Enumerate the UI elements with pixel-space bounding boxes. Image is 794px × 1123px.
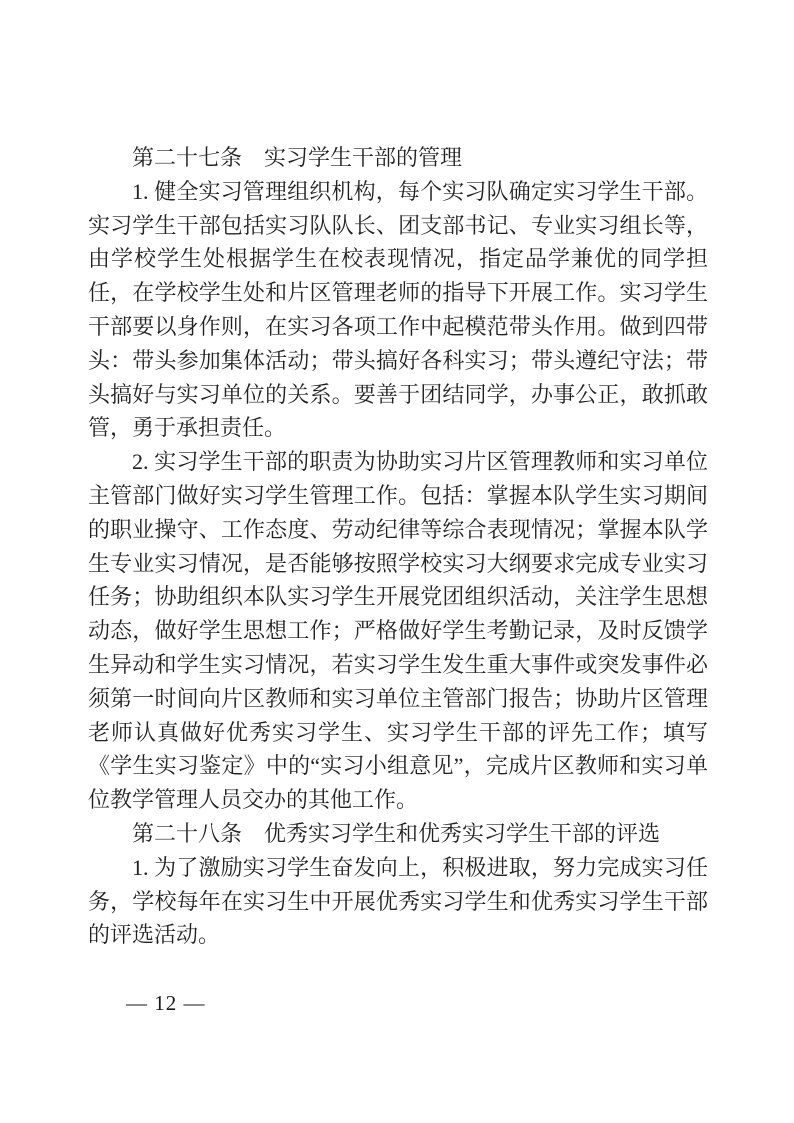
page-number: — 12 — [126,991,206,1015]
document-body [88,141,708,952]
article-27-paragraph-2: 2. 实习学生干部的职责为协助实习片区管理教师和实习单位主管部门做好实习学生管理工作。包括：掌握本队学生实习期间的职业操守、工作态度、劳动纪律等综合表现情况；掌握本队学生专业实习情况，是否能够按照学校实习大纲要求完成专业实习任务；协助组织本队实习学生开展党团组织活动，关注学生思想动态，做好学生思想工作；严格做好学生考勤记录，及时反馈学生异动和学生实习情况，若实习学生发生重大事件或突发事件必须第一时间向片区教师和实习单位主管部门报告；协助片区管理老师认真做好优秀实习学生、实习学生干部的评先工作；填写《学生实习鉴定》中的“实习小组意见”，完成片区教师和实习单位教学管理人员交办的其他工作。 [88,449,708,813]
article-28-heading: 第二十八条 优秀实习学生和优秀实习学生干部的评选 [132,820,661,846]
article-28-paragraph-1: 1. 为了激励实习学生奋发向上，积极进取，努力完成实习任务，学校每年在实习生中开展优秀实习学生和优秀实习学生干部的评选活动。 [88,854,708,948]
article-27-heading: 第二十七条 实习学生干部的管理 [132,145,463,170]
article-27-paragraph-1: 1. 健全实习管理组织机构，每个实习队确定实习学生干部。实习学生干部包括实习队队长、团支部书记、专业实习组长等，由学校学生处根据学生在校表现情况，指定品学兼优的同学担任，在学校学生处和片区管理老师的指导下开展工作。实习学生干部要以身作则，在实习各项工作中起模范带头作用。做到四带头：带头参加集体活动；带头搞好各科实习；带头遵纪守法；带头搞好与实习单位的关系。要善于团结同学，办事公正，敢抓敢管，勇于承担责任。 [88,178,708,441]
